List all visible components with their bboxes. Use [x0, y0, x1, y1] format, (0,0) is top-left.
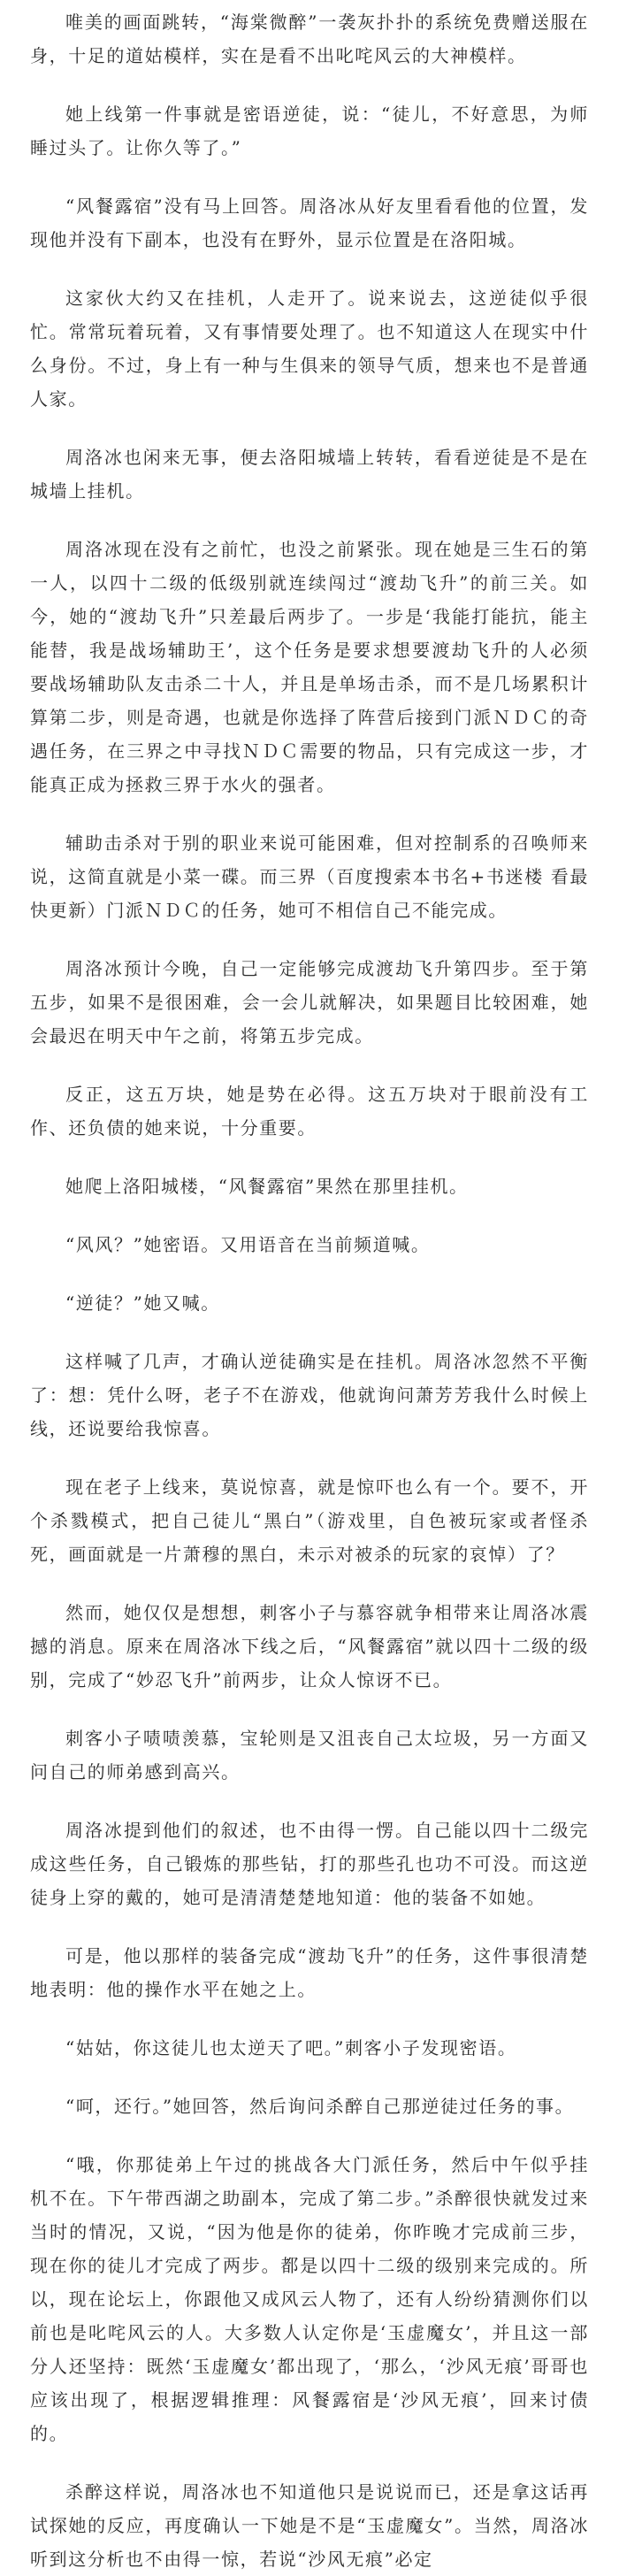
- paragraph: “逆徒？”她又喊。: [65, 1292, 220, 1314]
- paragraph: 可是，他以那样的装备完成“渡劫飞升”的任务，这件事很清楚地表明：他的操作水平在她之上。: [30, 1945, 589, 2000]
- paragraph: 现在老子上线来，莫说惊喜，就是惊吓也么有一个。要不，开个杀戮模式，把自己徒儿“黑白”（游戏里，自色被玩家或者怪杀死，画面就是一片萧穆的黑白，未示对被杀的玩家的哀悼）了？: [30, 1476, 589, 1565]
- paragraph: 她上线第一件事就是密语逆徒，说：“徒儿，不好意思，为师睡过头了。让你久等了。”: [30, 104, 589, 158]
- paragraph: 周洛冰也闲来无事，便去洛阳城墙上转转，看看逆徒是不是在城墙上挂机。: [30, 447, 589, 502]
- paragraph: “哦，你那徒弟上午过的挑战各大门派任务，然后中午似乎挂机不在。下午带西湖之助副本，完成了第二步。”杀醉很快就发过来当时的情况，又说，“因为他是你的徒弟，你昨晚才完成前三步，现在你的徒儿才完成了两步。都是以四十二级的级别来完成的。所以，现在论坛上，你跟他又成风云人物了，还有人纷纷猜测你们以前也是叱咤风云的人。大多数人认定你是‘玉虚魔女’，并且这一部分人还坚持：既然‘玉虚魔女’都出现了，‘那么，‘沙风无痕’哥哥也应该出现了，根据逻辑推理：风餐露宿是‘沙风无痕’，回来讨债的。: [30, 2154, 589, 2444]
- paragraph: 辅助击杀对于别的职业来说可能困难，但对控制系的召唤师来说，这简直就是小菜一碟。而三界（百度搜索本书名+书迷楼 看最快更新）门派ＮＤＣ的任务，她可不相信自己不能完成。: [30, 832, 589, 921]
- paragraph: “呵，还行。”她回答，然后询问杀醉自己那逆徒过任务的事。: [65, 2096, 575, 2117]
- paragraph: 刺客小子啧啧羡慕，宝轮则是又沮丧自己太垃圾，另一方面又问自己的师弟感到高兴。: [30, 1728, 589, 1782]
- paragraph: 周洛冰提到他们的叙述，也不由得一愣。自己能以四十二级完成这些任务，自己锻炼的那些钻，打的那些孔也功不可没。而这逆徒身上穿的戴的，她可是清清楚楚地知道：他的装备不如她。: [30, 1820, 589, 1908]
- paragraph: 然而，她仅仅是想想，刺客小子与慕容就争相带来让周洛冰震撼的消息。原来在周洛冰下线之后，“风餐露宿”就以四十二级的级别，完成了“妙忍飞升”前两步，让众人惊讶不已。: [30, 1602, 589, 1690]
- paragraph: “风风？”她密语。又用语音在当前频道喊。: [65, 1234, 431, 1255]
- paragraph: 唯美的画面跳转，“海棠微醉”一袭灰扑扑的系统免费赠送服在身，十足的道姑模样，实在是看不出叱咤风云的大神模样。: [30, 12, 589, 66]
- paragraph: 这样喊了几声，才确认逆徒确实是在挂机。周洛冰忽然不平衡了：想：凭什么呀，老子不在游戏，他就询问萧芳芳我什么时候上线，还说要给我惊喜。: [30, 1351, 589, 1439]
- paragraph: 周洛冰现在没有之前忙，也没之前紧张。现在她是三生石的第一人，以四十二级的低级别就连续闯过“渡劫飞升”的前三关。如今，她的“渡劫飞升”只差最后两步了。一步是‘我能打能抗，能主能替，我是战场辅助王’，这个任务是要求想要渡劫飞升的人必须要战场辅助队友击杀二十人，并且是单场击杀，而不是几场累积计算第二步，则是奇遇，也就是你选择了阵营后接到门派ＮＤＣ的奇遇任务，在三界之中寻找ＮＤＣ需要的物品，只有完成这一步，才能真正成为拯救三界于水火的强者。: [30, 539, 589, 795]
- paragraph: 她爬上洛阳城楼，“风餐露宿”果然在那里挂机。: [65, 1176, 469, 1197]
- paragraph: “姑姑，你这徒儿也太逆天了吧。”刺客小子发现密语。: [65, 2037, 517, 2058]
- paragraph: 杀醉这样说，周洛冰也不知道他只是说说而已，还是拿这话再试探她的反应，再度确认一下她是不是“玉虚魔女”。当然，周洛冰听到这分析也不由得一惊，若说“沙风无痕”必定: [30, 2481, 589, 2570]
- paragraph: 这家伙大约又在挂机，人走开了。说来说去，这逆徒似乎很忙。常常玩着玩着，又有事情要处理了。也不知道这人在现实中什么身份。不过，身上有一种与生俱来的领导气质，想来也不是普通人家。: [30, 288, 589, 410]
- paragraph: 周洛冰预计今晚，自己一定能够完成渡劫飞升第四步。至于第五步，如果不是很困难，会一会儿就解决，如果题目比较困难，她会最迟在明天中午之前，将第五步完成。: [30, 958, 589, 1046]
- paragraph: “风餐露宿”没有马上回答。周洛冰从好友里看看他的位置，发现他并没有下副本，也没有在野外，显示位置是在洛阳城。: [30, 196, 589, 250]
- paragraph: 反正，这五万块，她是势在必得。这五万块对于眼前没有工作、还负债的她来说，十分重要。: [30, 1084, 589, 1138]
